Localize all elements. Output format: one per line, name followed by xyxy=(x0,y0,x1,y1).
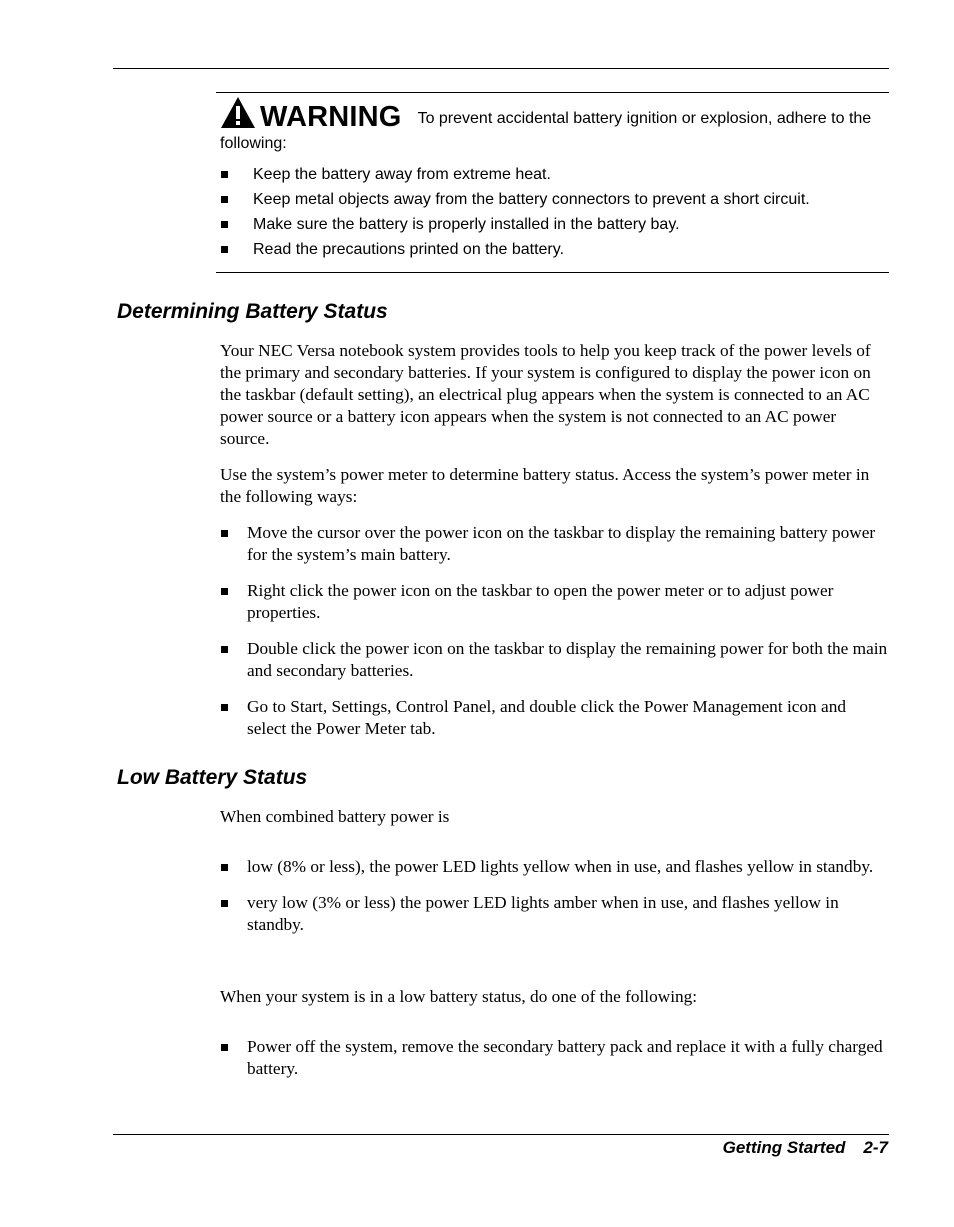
paragraph: Use the system’s power meter to determine battery status. Access the system’s power meter in the following ways: xyxy=(220,465,870,506)
warning-top-rule xyxy=(216,92,889,93)
bullet-icon xyxy=(221,221,228,228)
section-body-determining-battery-status xyxy=(220,340,888,740)
bullet-icon xyxy=(221,196,228,203)
list-item: Right click the power icon on the taskbar to open the power meter or to adjust power properties. xyxy=(220,580,888,624)
section-heading-determining-battery-status: Determining Battery Status xyxy=(117,300,388,323)
list-item: Go to Start, Settings, Control Panel, and double click the Power Management icon and select the Power Meter tab. xyxy=(220,696,888,740)
warning-triangle-icon xyxy=(220,96,256,134)
list-item: Move the cursor over the power icon on the taskbar to display the remaining battery power for the system’s main battery. xyxy=(220,522,888,566)
list-item: very low (3% or less) the power LED lights amber when in use, and flashes yellow in standby. xyxy=(220,892,888,936)
page-number: 2-7 xyxy=(863,1138,888,1157)
bullet-icon xyxy=(221,704,228,711)
footer-rule xyxy=(113,1134,889,1135)
bullet-icon xyxy=(221,646,228,653)
header-rule xyxy=(113,68,889,69)
paragraph: When combined battery power is xyxy=(220,807,450,826)
bullet-icon xyxy=(221,1044,228,1051)
power-meter-methods-list xyxy=(220,522,888,740)
warning-intro: To prevent accidental battery ignition or explosion, adhere to the following: xyxy=(220,110,872,152)
list-item: Read the precautions printed on the battery. xyxy=(220,237,888,262)
list-item: Make sure the battery is properly installed in the battery bay. xyxy=(220,212,888,237)
section-heading-low-battery-status: Low Battery Status xyxy=(117,766,308,789)
low-battery-actions-list xyxy=(220,1036,888,1080)
bullet-icon xyxy=(221,530,228,537)
warning-box xyxy=(220,96,888,262)
low-battery-levels-list xyxy=(220,856,888,936)
bullet-icon xyxy=(221,588,228,595)
footer-chapter-title: Getting Started xyxy=(722,1138,846,1157)
list-item: Power off the system, remove the secondary battery pack and replace it with a fully charged battery. xyxy=(220,1036,888,1080)
bullet-icon xyxy=(221,246,228,253)
bullet-icon xyxy=(221,864,228,871)
paragraph: When your system is in a low battery status, do one of the following: xyxy=(220,987,698,1006)
warning-bottom-rule xyxy=(216,272,889,273)
warning-list xyxy=(220,162,888,262)
paragraph: Your NEC Versa notebook system provides tools to help you keep track of the power levels of the primary and secondary batteries. If your system is configured to display the power icon on the taskbar (default setting), an electrical plug appears when the system is connected to an AC power source or a battery icon appears when the system is not connected to an AC power source. xyxy=(220,341,871,448)
page-footer xyxy=(723,1136,888,1160)
list-item: Double click the power icon on the taskbar to display the remaining power for both the main and secondary batteries. xyxy=(220,638,888,682)
bullet-icon xyxy=(221,900,228,907)
warning-label: WARNING xyxy=(260,101,402,133)
list-item: low (8% or less), the power LED lights yellow when in use, and flashes yellow in standby. xyxy=(220,856,888,878)
list-item: Keep metal objects away from the battery connectors to prevent a short circuit. xyxy=(220,187,888,212)
list-item: Keep the battery away from extreme heat. xyxy=(220,162,888,187)
bullet-icon xyxy=(221,171,228,178)
